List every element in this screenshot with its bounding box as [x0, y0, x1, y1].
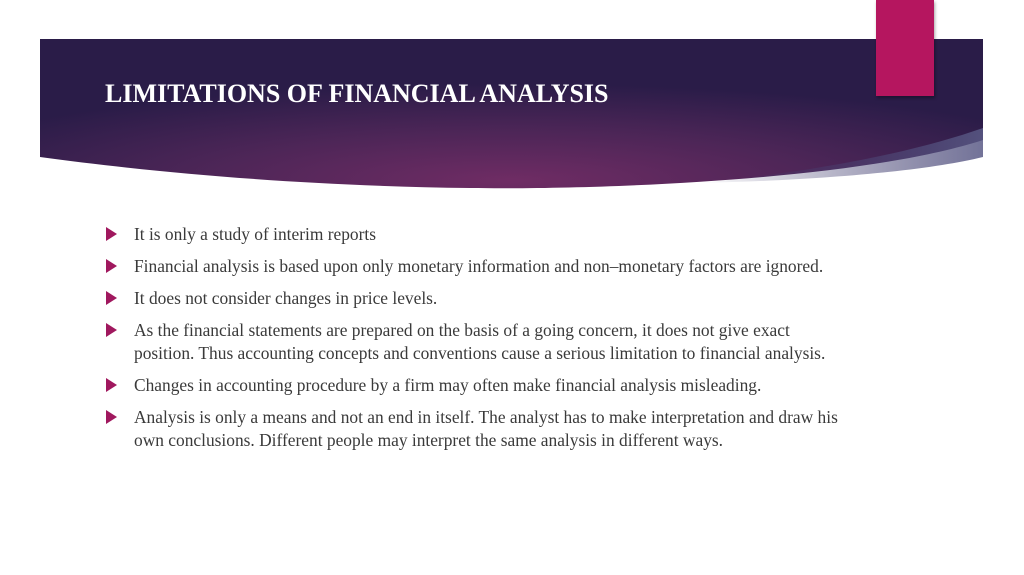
bullet-item: [104, 319, 844, 365]
bullet-item: [104, 223, 844, 246]
bullet-text: Financial analysis is based upon only monetary information and non–monetary factors are ignored.: [134, 256, 824, 276]
bullet-text: As the financial statements are prepared on the basis of a going concern, it does not give exact position. Thus accounting concepts and conventions cause a serious limitation to financial analysis.: [134, 320, 826, 363]
triangle-bullet-icon: [106, 410, 117, 424]
bullet-text: Changes in accounting procedure by a firm may often make financial analysis misleading.: [134, 375, 762, 395]
bullet-item: [104, 406, 844, 452]
bullet-list: [104, 223, 844, 461]
triangle-bullet-icon: [106, 323, 117, 337]
triangle-bullet-icon: [106, 378, 117, 392]
bullet-item: [104, 255, 844, 278]
triangle-bullet-icon: [106, 291, 117, 305]
triangle-bullet-icon: [106, 227, 117, 241]
slide-title: LIMITATIONS OF FINANCIAL ANALYSIS: [105, 79, 609, 108]
bullet-text: Analysis is only a means and not an end in itself. The analyst has to make interpretation and draw his own conclusions. Different people may interpret the same analysis in different ways.: [134, 407, 838, 450]
accent-tab: [876, 0, 934, 96]
bullet-text: It is only a study of interim reports: [134, 224, 376, 244]
bullet-item: [104, 287, 844, 310]
triangle-bullet-icon: [106, 259, 117, 273]
bullet-text: It does not consider changes in price levels.: [134, 288, 438, 308]
bullet-item: [104, 374, 844, 397]
